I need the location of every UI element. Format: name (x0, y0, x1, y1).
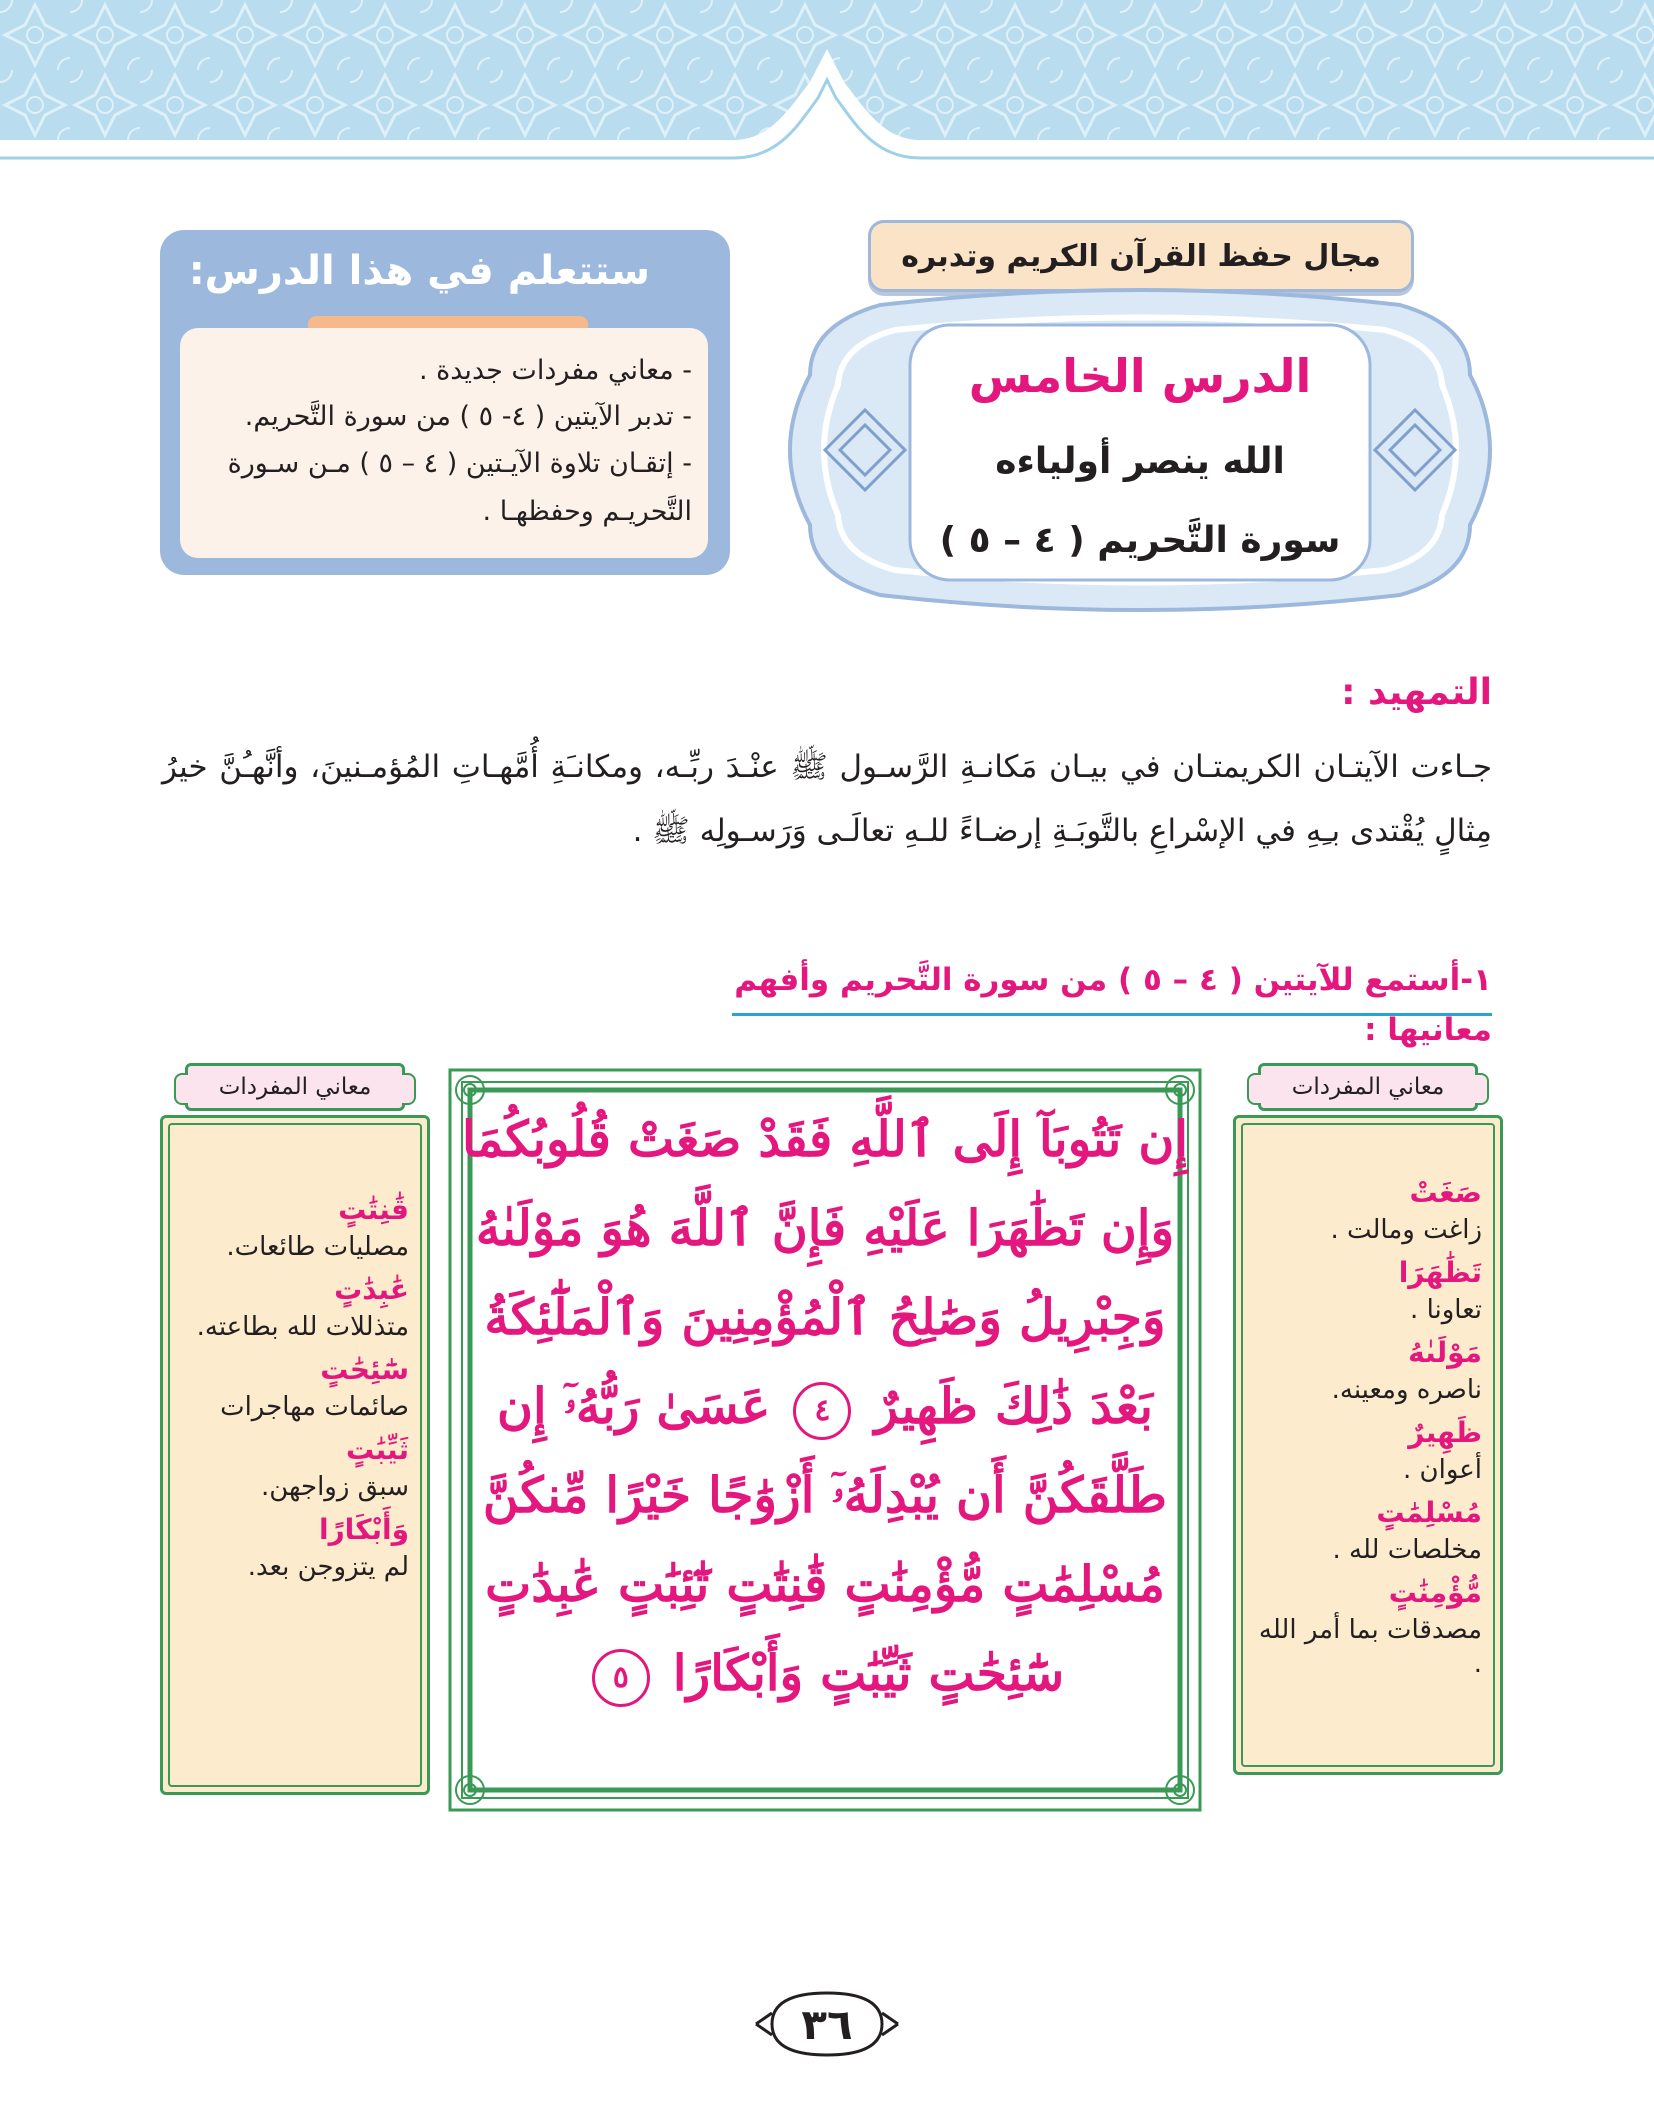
vocabulary-meaning: مصدقات بما أمر الله . (1258, 1615, 1482, 1679)
vocabulary-word: مَوْلَىٰهُ (1408, 1336, 1482, 1369)
vocabulary-meaning: متذللات لله بطاعته. (196, 1312, 409, 1342)
vocabulary-meaning: زاغت ومالت . (1330, 1215, 1482, 1245)
vocabulary-word: عَٰبِدَٰتٍ (334, 1273, 409, 1306)
vocabulary-title-right (1258, 1063, 1478, 1111)
section-heading: ١-أستمع للآيتين ( ٤ – ٥ ) من سورة التَّحريم وأفهم معانيها : (732, 955, 1492, 1016)
vocabulary-meaning: تعاونا . (1410, 1295, 1482, 1325)
verse-line: وَجِبْرِيلُ وَصَٰلِحُ ٱلْمُؤْمِنِينَ وَٱلْمَلَٰٓئِكَةُ (484, 1288, 1166, 1346)
title-bracket-decoration (1475, 1073, 1489, 1105)
vocabulary-word: مُسْلِمَٰتٍ (1376, 1496, 1482, 1529)
vocabulary-entry (175, 1350, 409, 1424)
vocabulary-meaning: مخلصات لله . (1332, 1535, 1482, 1565)
title-bracket-decoration (1247, 1073, 1261, 1105)
objectives-heading: ستتعلم في هذا الدرس: (188, 248, 650, 294)
vocabulary-word: تَظَٰهَرَا (1398, 1256, 1482, 1289)
title-bracket-decoration (174, 1073, 188, 1105)
vocabulary-entry (175, 1430, 409, 1504)
vocabulary-title-left (185, 1063, 405, 1111)
vocabulary-word: ظَهِيرٌ (1408, 1416, 1482, 1449)
verse-line (455, 1362, 1195, 1451)
vocabulary-panel-left (160, 1115, 430, 1795)
lesson-number: الدرس الخامس (968, 349, 1312, 403)
vocabulary-word: ثَيِّبَٰتٍ (345, 1433, 409, 1466)
verse-text: بَعْدَ ذَٰلِكَ ظَهِيرٌ (874, 1377, 1154, 1435)
vocabulary-meaning: أعوان . (1402, 1455, 1482, 1485)
vocabulary-meaning: لم يتزوجن بعد. (247, 1552, 409, 1582)
vocabulary-word: وَأَبْكَارًا (318, 1513, 409, 1546)
vocabulary-entry (1248, 1333, 1482, 1407)
vocabulary-entry (175, 1510, 409, 1584)
verse-line: إِن تَتُوبَآ إِلَى ٱللَّهِ فَقَدْ صَغَتْ قُلُوبُكُمَا (462, 1110, 1188, 1168)
vocabulary-meaning: سبق زواجهن. (260, 1472, 409, 1502)
vocabulary-entry (1248, 1573, 1482, 1681)
vocabulary-entry (1248, 1253, 1482, 1327)
verse-text: سَٰٓئِحَٰتٍ ثَيِّبَٰتٍ وَأَبْكَارًا (672, 1644, 1065, 1702)
quran-verses (455, 1095, 1195, 1718)
vocabulary-title-text: معاني المفردات (1291, 1074, 1445, 1100)
vocabulary-word: سَٰٓئِحَٰتٍ (320, 1353, 409, 1386)
objective-item: - تدبر الآيتين ( ٤- ٥ ) من سورة التَّحريم. (244, 401, 692, 432)
vocabulary-list (1248, 1173, 1482, 1687)
vocabulary-entry (1248, 1173, 1482, 1247)
lesson-surah: سورة التَّحريم ( ٤ – ٥ ) (939, 520, 1341, 561)
verse-line (455, 1629, 1195, 1718)
page-number: ٣٦ (801, 1999, 853, 2049)
vocabulary-entry (175, 1190, 409, 1264)
objectives-body (180, 328, 708, 558)
objective-item: - معاني مفردات جديدة . (418, 355, 692, 386)
verse-line: مُسْلِمَٰتٍ مُّؤْمِنَٰتٍ قَٰنِتَٰتٍ تَٰٓئِبَٰتٍ عَٰبِدَٰتٍ (485, 1555, 1165, 1613)
vocabulary-meaning: مصليات طائعات. (226, 1232, 409, 1262)
ayah-number-marker: ٤ (793, 1382, 851, 1440)
lesson-title: الله ينصر أولياءه (995, 441, 1285, 482)
verse-line: وَإِن تَظَٰهَرَا عَلَيْهِ فَإِنَّ ٱللَّهَ هُوَ مَوْلَىٰهُ (475, 1199, 1175, 1257)
domain-label: مجال حفظ القرآن الكريم وتدبره (868, 220, 1414, 292)
vocabulary-entry (1248, 1413, 1482, 1487)
vocabulary-word: قَٰنِتَٰتٍ (338, 1193, 409, 1226)
intro-heading: التمهيد : (1341, 672, 1492, 713)
vocabulary-meaning: ناصره ومعينه. (1331, 1375, 1482, 1405)
vocabulary-list (175, 1190, 409, 1590)
vocabulary-entry (1248, 1493, 1482, 1567)
verse-line: طَلَّقَكُنَّ أَن يُبْدِلَهُۥٓ أَزْوَٰجًا خَيْرًا مِّنكُنَّ (482, 1466, 1168, 1524)
vocabulary-word: صَغَتْ (1409, 1176, 1482, 1209)
vocabulary-word: مُّؤْمِنَٰتٍ (1388, 1576, 1482, 1609)
vocabulary-entry (175, 1270, 409, 1344)
top-decorative-banner (0, 0, 1654, 190)
verse-text: عَسَىٰ رَبُّهُۥٓ إِن (496, 1377, 771, 1435)
vocabulary-meaning: صائمات مهاجرات (220, 1392, 409, 1422)
ayah-number-marker: ٥ (592, 1649, 650, 1707)
intro-paragraph: جـاءت الآيتـان الكريمتـان في بيـان مَكانـةِ الرَّسـول ﷺ عنْـدَ ربِّـه، ومكانـَةِ أُمَّهـاتِ المُؤمـنينَ، وأنَّهـُنَّ خيرُ مِثالٍ يُقْتدى بـِهِ في الإسْراعِ بالتَّوبَـةِ إرضـاءً للـهِ تعالَـى وَرَسـولِه ﷺ . (162, 749, 1492, 849)
objectives-box (160, 230, 730, 575)
title-bracket-decoration (402, 1073, 416, 1105)
vocabulary-panel-right (1233, 1115, 1503, 1775)
vocabulary-title-text: معاني المفردات (218, 1074, 372, 1100)
lesson-title-block (905, 330, 1375, 580)
objective-item: - إتقـان تلاوة الآيـتين ( ٤ – ٥ ) مـن سـورة التَّحريـم وحفظهـا . (227, 448, 692, 527)
